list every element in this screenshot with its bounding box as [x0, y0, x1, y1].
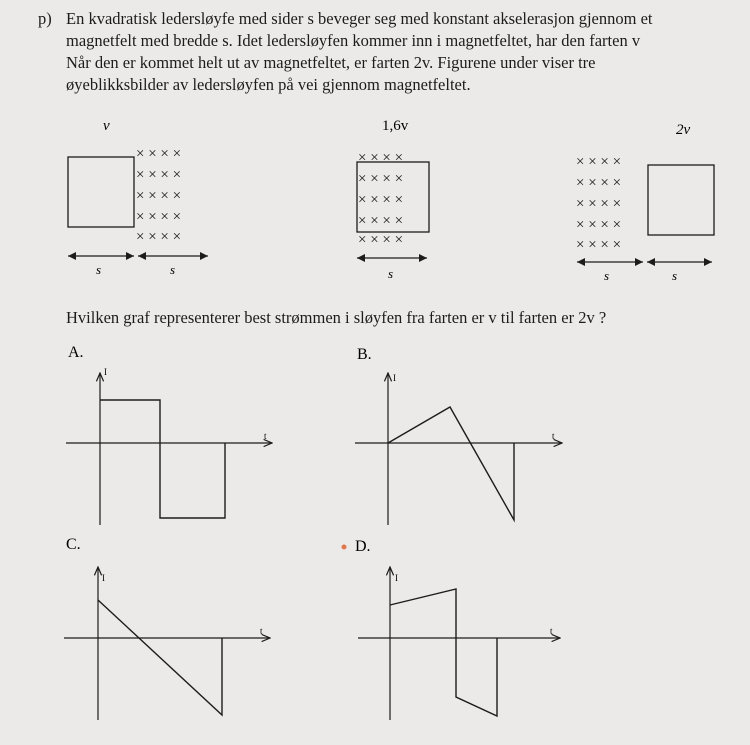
y-axis-label: I	[102, 573, 105, 583]
svg-text:× × × ×: × × × ×	[136, 209, 182, 225]
x-axis-label: t	[552, 431, 555, 441]
graph-b-label: B.	[357, 346, 372, 363]
problem-label: p)	[38, 9, 52, 28]
graph-d[interactable]	[342, 538, 561, 720]
question-text: Hvilken graf representerer best strømmen i sløyfen fra farten er v til farten er 2v ?	[66, 308, 607, 327]
width-label: s	[388, 266, 394, 281]
snapshot-3-speed: 2v	[676, 122, 691, 138]
svg-text:× × × ×: × × × ×	[358, 150, 404, 166]
width-label: s	[170, 262, 176, 277]
y-axis-label: I	[393, 373, 396, 383]
problem-line-4: øyeblikksbilder av ledersløyfen på vei gjennom magnetfeltet.	[66, 75, 471, 94]
graph-b[interactable]	[355, 346, 562, 525]
graph-a-label: A.	[68, 344, 84, 361]
magnetic-field-3	[576, 154, 621, 253]
width-label: s	[604, 268, 610, 283]
svg-text:× × × ×: × × × ×	[136, 146, 182, 162]
snapshot-2	[357, 118, 429, 281]
magnetic-field-2	[358, 150, 403, 248]
svg-text:× × × ×: × × × ×	[576, 237, 622, 253]
problem-line-3: Når den er kommet helt ut av magnetfeltet, er farten 2v. Figurene under viser tre	[66, 53, 596, 72]
svg-text:× × × ×: × × × ×	[576, 175, 622, 191]
current-curve	[390, 589, 497, 716]
x-axis-label: t	[264, 431, 267, 441]
graph-c[interactable]	[64, 536, 270, 720]
conductor-loop	[68, 157, 134, 227]
width-label: s	[96, 262, 102, 277]
conductor-loop	[648, 165, 714, 235]
svg-text:× × × ×: × × × ×	[136, 229, 182, 245]
answer-graphs	[0, 335, 750, 745]
graph-c-label: C.	[66, 536, 81, 553]
svg-text:× × × ×: × × × ×	[358, 213, 404, 229]
selection-marker	[342, 545, 347, 550]
svg-text:× × × ×: × × × ×	[136, 188, 182, 204]
y-axis-label: I	[395, 573, 398, 583]
magnetic-field-1	[136, 146, 181, 245]
svg-text:× × × ×: × × × ×	[576, 217, 622, 233]
snapshot-1	[68, 118, 208, 277]
svg-text:× × × ×: × × × ×	[136, 167, 182, 183]
graph-a[interactable]	[66, 344, 272, 525]
y-axis-label: I	[104, 367, 107, 377]
svg-text:× × × ×: × × × ×	[358, 192, 404, 208]
problem-line-1: En kvadratisk ledersløyfe med sider s beveger seg med konstant akselerasjon gjennom et	[66, 9, 653, 28]
current-curve	[98, 600, 222, 715]
current-curve	[100, 400, 225, 518]
svg-text:× × × ×: × × × ×	[576, 154, 622, 170]
x-axis-label: t	[550, 626, 553, 636]
svg-text:× × × ×: × × × ×	[358, 232, 404, 248]
width-label: s	[672, 268, 678, 283]
snapshot-3	[576, 122, 714, 283]
snapshot-figures	[0, 110, 750, 295]
x-axis-label: t	[260, 626, 263, 636]
snapshot-2-speed: 1,6v	[382, 118, 409, 134]
graph-d-label: D.	[355, 538, 371, 555]
svg-text:× × × ×: × × × ×	[358, 171, 404, 187]
svg-text:× × × ×: × × × ×	[576, 196, 622, 212]
problem-line-2: magnetfelt med bredde s. Idet ledersløyfen kommer inn i magnetfeltet, har den farten v	[66, 31, 641, 50]
current-curve	[388, 407, 514, 520]
snapshot-1-speed: v	[103, 118, 110, 134]
